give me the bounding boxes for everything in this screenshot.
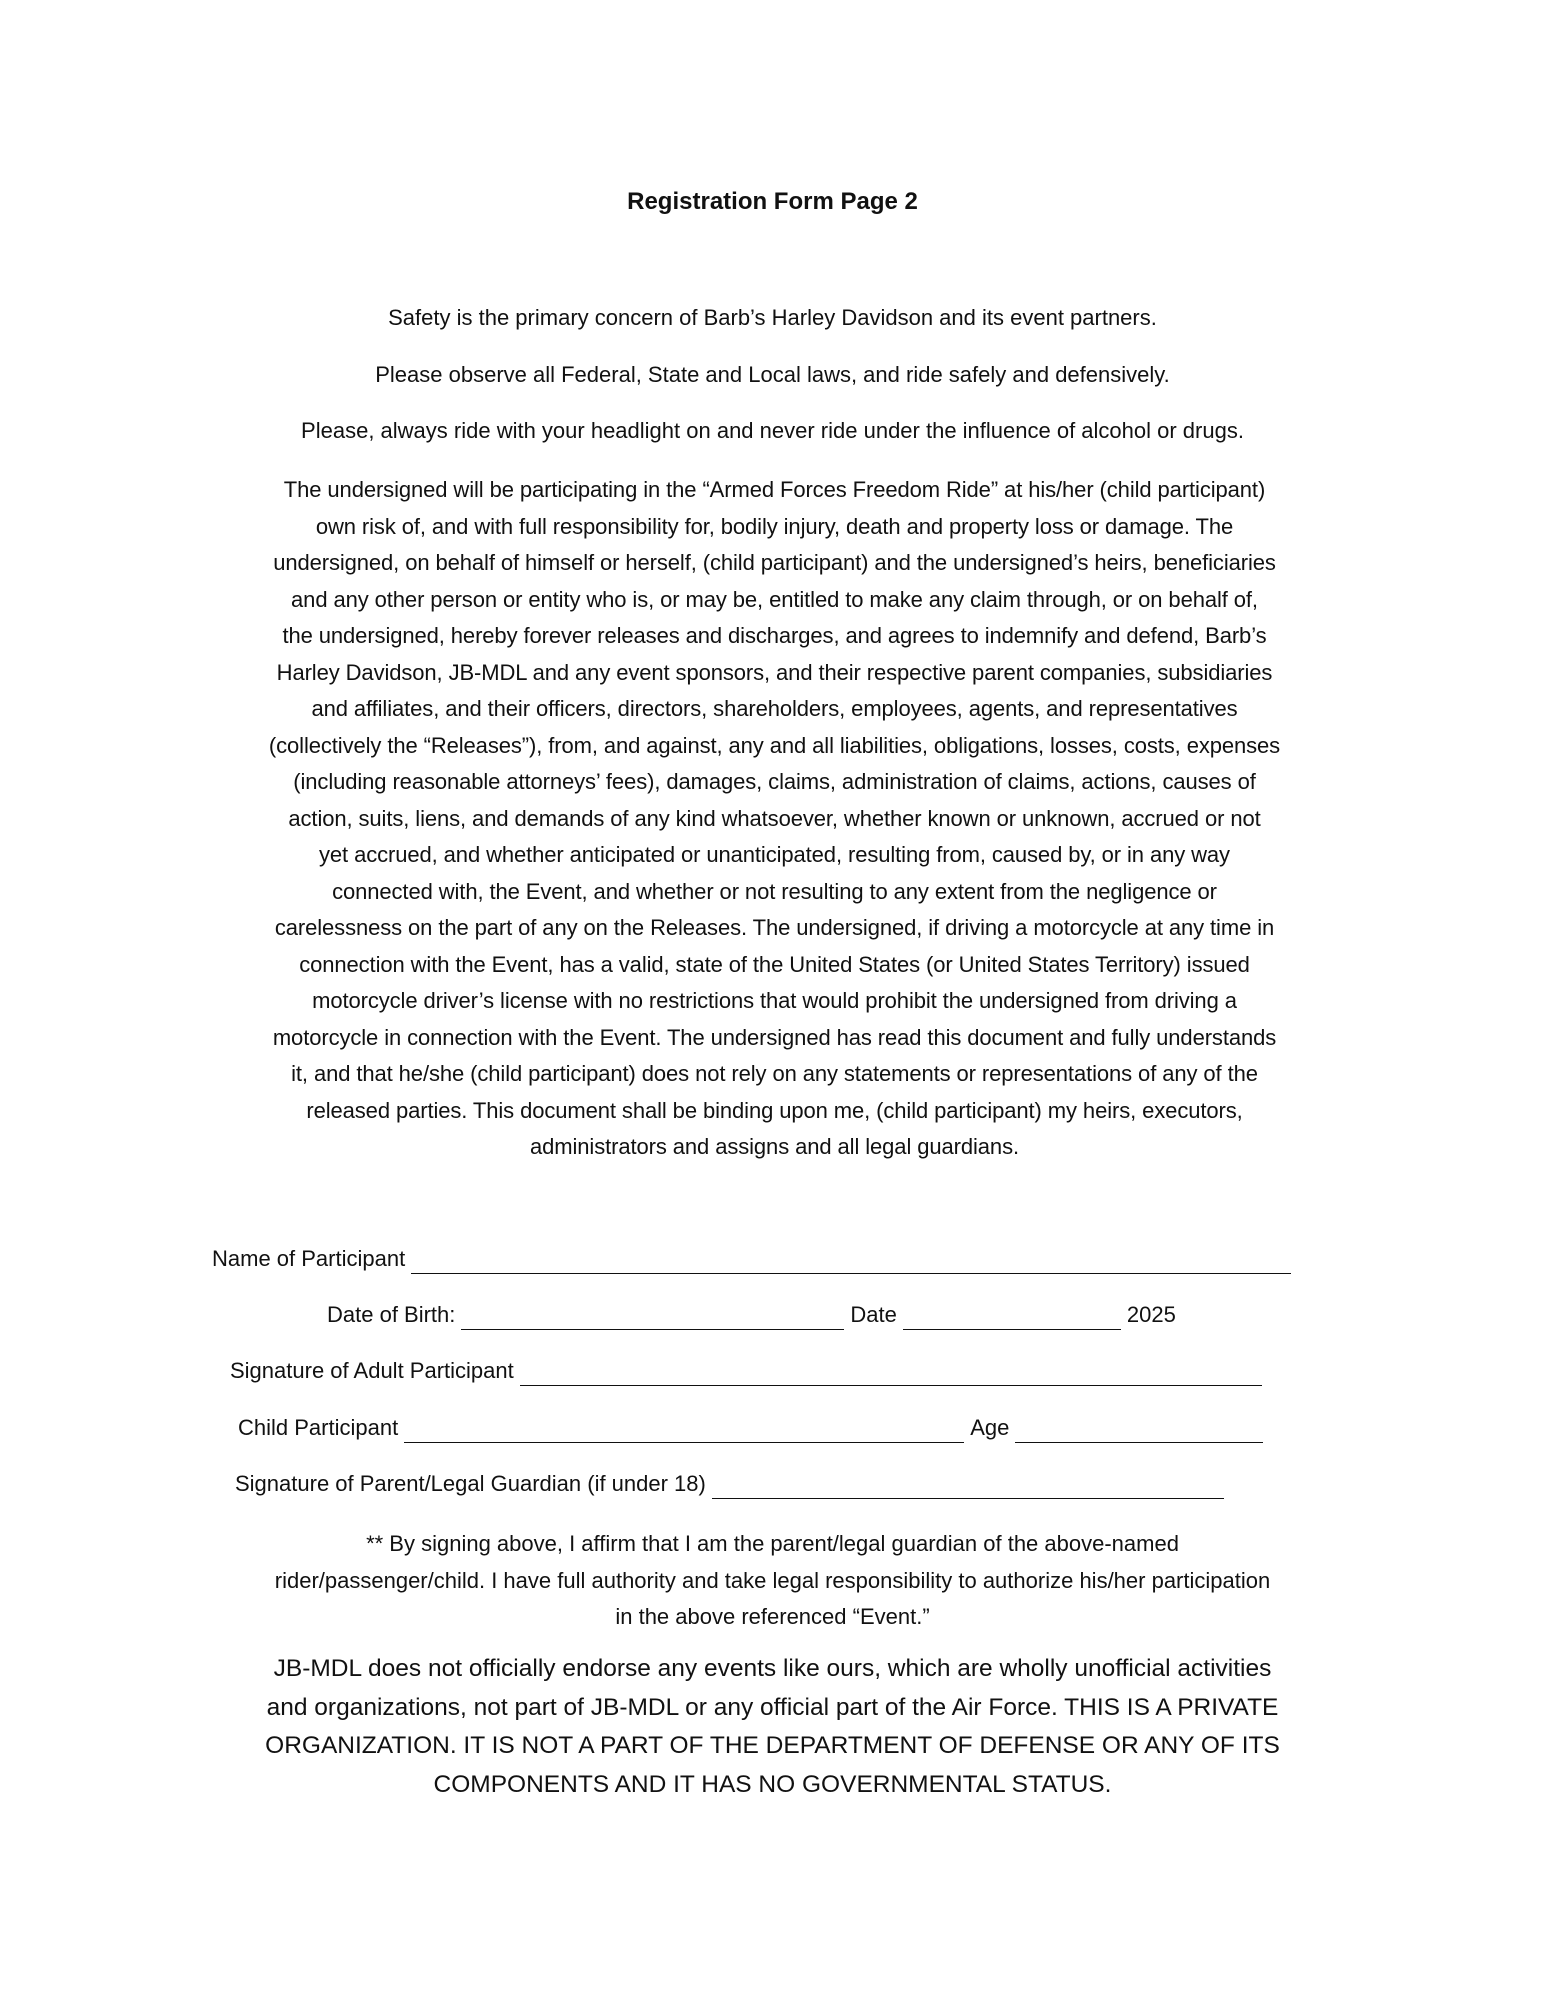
participant-name-field[interactable]	[411, 1247, 1291, 1274]
guardian-signature-label: Signature of Parent/Legal Guardian (if under 18)	[235, 1471, 706, 1496]
participant-name-row	[212, 1244, 1291, 1274]
waiver-line: motorcycle driver’s license with no restrictions that would prohibit the undersigned from driving a	[312, 988, 1237, 1013]
waiver-line: The undersigned will be participating in the “Armed Forces Freedom Ride” at his/her (child participant)	[283, 477, 1266, 502]
waiver-line: connected with, the Event, and whether or not resulting to any extent from the negligence or	[332, 878, 1217, 904]
disclaimer-line: and organizations, not part of JB-MDL or any official part of the Air Force. THIS IS A PRIVATE	[266, 1693, 1279, 1721]
waiver-line: undersigned, on behalf of himself or herself, (child participant) and the undersigned’s heirs, beneficiaries	[273, 550, 1276, 575]
guardian-signature-field[interactable]	[712, 1472, 1224, 1499]
dob-label: Date of Birth:	[327, 1302, 456, 1327]
affirmation-line: ** By signing above, I affirm that I am the parent/legal guardian of the above-named	[366, 1531, 1179, 1556]
waiver-line: and any other person or entity who is, or may be, entitled to make any claim through, or on behalf of,	[291, 586, 1258, 612]
affirmation-line: in the above referenced “Event.”	[615, 1604, 930, 1629]
dob-date-row	[327, 1300, 1176, 1330]
safety-statement: Safety is the primary concern of Barb’s Harley Davidson and its event partners.	[388, 305, 1157, 330]
affirmation-line: rider/passenger/child. I have full authority and take legal responsibility to authorize his/her participation	[274, 1567, 1271, 1593]
page-title: Registration Form Page 2	[627, 188, 918, 215]
date-year: 2025	[1126, 1302, 1176, 1327]
waiver-line: the undersigned, hereby forever releases and discharges, and agrees to indemnify and defend, Barb’s	[282, 623, 1267, 648]
date-label: Date	[850, 1302, 897, 1327]
waiver-line: (including reasonable attorneys’ fees), damages, claims, administration of claims, actions, causes of	[293, 769, 1256, 794]
waiver-line: connection with the Event, has a valid, state of the United States (or United States Territory) issued	[299, 951, 1250, 977]
jbmdl-disclaimer	[190, 1650, 1355, 1804]
laws-statement: Please observe all Federal, State and Local laws, and ride safely and defensively.	[375, 362, 1170, 387]
waiver-line: Harley Davidson, JB-MDL and any event sponsors, and their respective parent companies, subsidiaries	[276, 659, 1273, 685]
waiver-line: carelessness on the part of any on the Releases. The undersigned, if driving a motorcycle at any time in	[274, 915, 1275, 940]
age-label: Age	[970, 1415, 1010, 1440]
headlight-statement: Please, always ride with your headlight on and never ride under the influence of alcohol or drugs.	[301, 418, 1244, 443]
adult-signature-label: Signature of Adult Participant	[230, 1358, 514, 1383]
waiver-line: released parties. This document shall be binding upon me, (child participant) my heirs, executors,	[306, 1097, 1243, 1123]
waiver-line: own risk of, and with full responsibility for, bodily injury, death and property loss or damage. The	[315, 513, 1234, 539]
date-field[interactable]	[903, 1303, 1121, 1330]
waiver-line: (collectively the “Releases”), from, and against, any and all liabilities, obligations, losses, costs, expenses	[268, 732, 1281, 758]
waiver-line: motorcycle in connection with the Event. The undersigned has read this document and fully understands	[272, 1024, 1277, 1050]
waiver-line: action, suits, liens, and demands of any kind whatsoever, whether known or unknown, accrued or not	[288, 805, 1261, 831]
disclaimer-line: JB-MDL does not officially endorse any events like ours, which are wholly unofficial activities	[273, 1655, 1272, 1682]
waiver-line: it, and that he/she (child participant) does not rely on any statements or representations of any of the	[291, 1061, 1258, 1086]
adult-signature-row	[230, 1356, 1262, 1386]
guardian-signature-row	[235, 1469, 1224, 1499]
guardian-affirmation	[170, 1526, 1375, 1636]
waiver-line: yet accrued, and whether anticipated or unanticipated, resulting from, caused by, or in any way	[319, 842, 1230, 867]
child-participant-row	[238, 1413, 1263, 1443]
adult-signature-field[interactable]	[520, 1359, 1262, 1386]
waiver-paragraph	[182, 472, 1367, 1166]
child-participant-label: Child Participant	[238, 1415, 399, 1440]
disclaimer-line: COMPONENTS AND IT HAS NO GOVERNMENTAL STATUS.	[433, 1770, 1112, 1798]
dob-field[interactable]	[461, 1303, 844, 1330]
disclaimer-line: ORGANIZATION. IT IS NOT A PART OF THE DEPARTMENT OF DEFENSE OR ANY OF ITS	[265, 1732, 1280, 1759]
age-field[interactable]	[1015, 1416, 1263, 1443]
participant-name-label: Name of Participant	[212, 1246, 406, 1271]
waiver-line: and affiliates, and their officers, directors, shareholders, employees, agents, and representatives	[311, 696, 1238, 721]
child-participant-field[interactable]	[404, 1416, 964, 1443]
waiver-line: administrators and assigns and all legal guardians.	[530, 1134, 1019, 1159]
